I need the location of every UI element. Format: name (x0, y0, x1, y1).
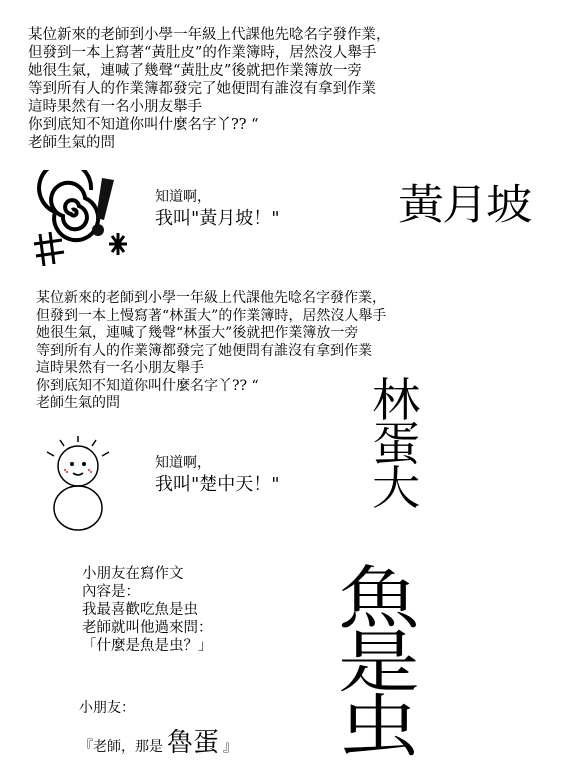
snowman-kid-illustration (38, 436, 118, 532)
answer-prefix: 『老師，那是 (79, 739, 163, 755)
reply-line: 知道啊， (155, 189, 211, 205)
story-3-line: 我最喜歡吃魚是虫 (82, 602, 198, 618)
story-3-line: 老師就叫他過來問： (82, 620, 213, 636)
handwritten-char: 魚 (338, 560, 418, 639)
story-3-text (82, 565, 213, 655)
story-3-line: 「什麼是魚是虫？」 (82, 638, 213, 654)
story-1-line: 等到所有人的作業簿都發完了她便問有誰沒有拿到作業 (28, 81, 376, 97)
handwritten-char: 是 (338, 624, 418, 703)
story-3-line: 小朋友在寫作文 (82, 566, 184, 582)
handwritten-char: 林 (372, 373, 419, 427)
story-1-line: 但發到一本上寫著“黃肚皮”的作業簿時，居然沒人舉手 (28, 45, 377, 61)
story-1-text (28, 26, 391, 152)
story-2-line: 她很生氣，連喊了幾聲“林蛋大”後就把作業簿放一旁 (36, 325, 359, 341)
story-2-line: 這時果然有一名小朋友舉手 (36, 360, 204, 376)
handwritten-name-2 (372, 373, 419, 515)
handwritten-char: 虫 (338, 688, 418, 767)
story-1-line: 老師生氣的問 (28, 135, 115, 151)
story-1-line: 這時果然有一名小朋友舉手 (28, 99, 202, 115)
reply-line: 我叫"黃月坡！" (155, 208, 280, 229)
handwritten-word-3 (338, 560, 418, 767)
story-2-line: 老師生氣的問 (36, 395, 120, 411)
handwritten-char: 大 (372, 461, 419, 515)
answer-word: 魯蛋 (167, 728, 220, 758)
story-1-line: 某位新來的老師到小學一年級上代課他先唸名字發作業， (28, 27, 391, 43)
handwritten-name-1: 黃月坡 (398, 180, 531, 229)
story-1-line: 你到底知不知道你叫什麼名字丫?? “ (28, 117, 259, 133)
story-2-line: 但發到一本上慢寫著“林蛋大”的作業簿時，居然沒人舉手 (36, 307, 387, 324)
story-1-line: 她很生氣，連喊了幾聲“黃肚皮”後就把作業簿放一旁 (28, 63, 362, 79)
reply-line: 我叫"楚中天！" (155, 474, 280, 495)
angry-symbols-illustration (30, 170, 130, 270)
story-2-line: 等到所有人的作業簿都發完了她便問有誰沒有拿到作業 (36, 342, 372, 359)
story-2-line: 你到底知不知道你叫什麼名字丫?? “ (36, 377, 259, 394)
kid-answer (79, 722, 237, 759)
story-2-text (36, 290, 386, 413)
story-1-reply (155, 186, 280, 230)
story-2-reply (155, 452, 280, 496)
reply-line: 知道啊， (155, 455, 211, 471)
story-3-line: 內容是： (82, 584, 140, 600)
answer-suffix: 』 (223, 739, 238, 755)
kid-label: 小朋友： (79, 700, 135, 716)
story-2-line: 某位新來的老師到小學一年級上代課他先唸名字發作業， (36, 290, 386, 306)
handwritten-char: 蛋 (372, 417, 419, 471)
